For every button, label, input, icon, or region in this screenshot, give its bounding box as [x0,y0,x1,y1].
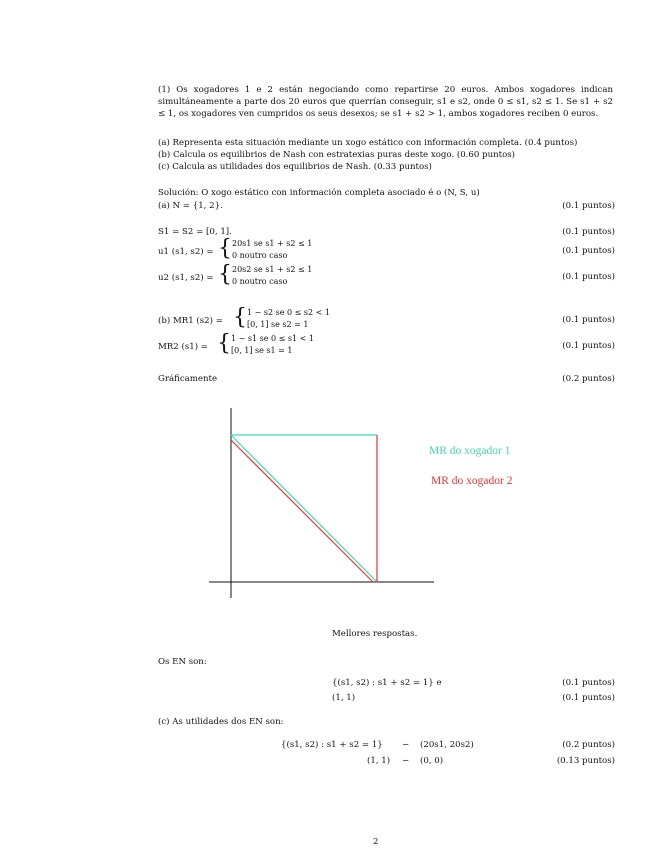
figure-caption: Mellores respostas. [332,629,418,639]
u2-points: (0.1 puntos) [562,272,615,282]
utility-row2-points: (0.13 puntos) [556,756,615,766]
legend-mr2: MR do xogador 2 [431,475,513,487]
equilibrium-1: {(s1, s2) : s1 + s2 = 1} e [332,678,442,688]
mr1-case2: [0, 1] se s2 = 1 [247,320,309,329]
problem-item-b: (b) Calcula os equilibrios de Nash con estratexias puras deste xogo. (0.60 puntos) [158,150,516,160]
mr1-label: (b) MR1 (s2) = [158,316,223,326]
strategy-sets: S1 = S2 = [0, 1]. [158,227,232,237]
u2-brace: { [218,262,232,287]
u1-brace: { [218,236,232,261]
solution-a: (a) N = {1, 2}. [158,201,223,211]
solution-heading: Solución: O xogo estático con información completa asociado é o (N, S, u) [158,188,480,198]
mr1-diagonal-line [231,435,377,582]
utility-row1-right: (20s1, 20s2) [420,740,474,750]
utility-row2-dash: − [402,756,410,766]
mr2-diagonal-line [231,440,373,582]
u2-case1: 20s2 se s1 + s2 ≤ 1 [232,265,313,274]
strategy-sets-points: (0.1 puntos) [562,227,615,237]
mr2-points: (0.1 puntos) [562,341,615,351]
utility-row1-dash: − [402,740,410,750]
u1-case2: 0 noutro caso [232,251,288,260]
u1-label: u1 (s1, s2) = [158,247,214,257]
problem-item-a: (a) Representa esta situación mediante un xogo estático con información completa. (0.4 puntos) [158,138,578,148]
u2-label: u2 (s1, s2) = [158,273,214,283]
legend-mr1: MR do xogador 1 [429,445,511,457]
solution-a-points: (0.1 puntos) [562,201,615,211]
graph-points: (0.2 puntos) [562,374,615,384]
u1-points: (0.1 puntos) [562,246,615,256]
mr2-brace: { [217,331,231,356]
equilibrium-1-points: (0.1 puntos) [562,678,615,688]
graph-label: Gráficamente [158,374,218,384]
mr2-case1: 1 − s1 se 0 ≤ s1 < 1 [231,334,314,343]
equilibria-intro: Os EN son: [158,657,207,667]
equilibrium-2-points: (0.1 puntos) [562,693,615,703]
u1-case1: 20s1 se s1 + s2 ≤ 1 [232,239,313,248]
page-number: 2 [373,837,379,847]
problem-item-c: (c) Calcula as utilidades dos equilibrios de Nash. (0.33 puntos) [158,162,432,172]
utilities-intro: (c) As utilidades dos EN son: [158,717,284,727]
utility-row1-left: {(s1, s2) : s1 + s2 = 1} [281,740,383,750]
mr1-brace: { [233,305,247,330]
u2-case2: 0 noutro caso [232,277,288,286]
mr1-points: (0.1 puntos) [562,315,615,325]
utility-row2-right: (0, 0) [420,756,444,766]
mr2-case2: [0, 1] se s1 = 1 [231,346,293,355]
utility-row1-points: (0.2 puntos) [562,740,615,750]
equilibrium-2: (1, 1) [332,693,356,703]
mr1-case1: 1 − s2 se 0 ≤ s2 < 1 [247,308,330,317]
problem-intro: (1) Os xogadores 1 e 2 están negociando como repartirse 20 euros. Ambos xogadores indican simultáneamente a parte dos 20 euros que querrían conseguir, s1 e s2, onde 0 ≤ s1, s2 ≤ 1. Se s1 + s2 ≤ 1, os xogadores ven cumpridos os seus desexos; se s1 + s2 > 1, ambos xogadores reciben 0 euros. [158,85,613,119]
utility-row2-left: (1, 1) [367,756,391,766]
mr2-label: MR2 (s1) = [158,342,208,352]
